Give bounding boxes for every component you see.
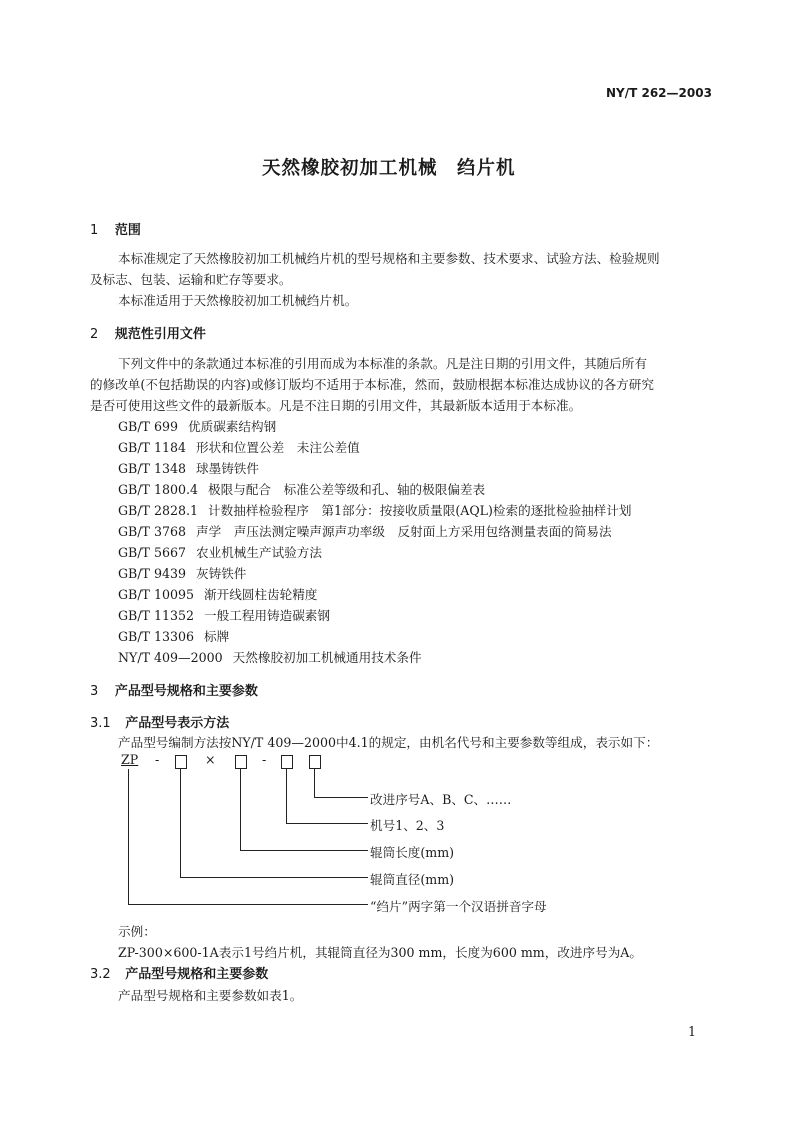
section-3-2-number: 3.2 <box>90 967 111 982</box>
connector-line <box>314 769 315 797</box>
reference-item <box>118 563 246 582</box>
reference-item <box>118 416 276 435</box>
improvement-code-box <box>309 755 321 769</box>
example-label: 示例： <box>118 924 156 939</box>
roll-diameter-box <box>175 755 187 769</box>
reference-item <box>118 479 485 498</box>
reference-title: 球墨铸铁件 <box>196 461 259 476</box>
section-2-intro-3: 是否可使用这些文件的最新版本。凡是不注日期的引用文件，其最新版本适用于本标准。 <box>90 398 582 413</box>
model-dash-1: - <box>155 752 160 767</box>
section-1-title: 范围 <box>114 223 141 238</box>
section-3-2-heading <box>90 963 268 982</box>
reference-code: GB/T 11352 <box>118 608 195 623</box>
section-2-intro-1: 下列文件中的条款通过本标准的引用而成为本标准的条款。凡是注日期的引用文件，其随后所有 <box>118 356 647 371</box>
section-2-number: 2 <box>90 327 99 342</box>
section-1-para-1a: 本标准规定了天然橡胶初加工机械绉片机的型号规格和主要参数、技术要求、试验方法、检验规则 <box>118 251 660 266</box>
section-3-heading <box>90 680 258 699</box>
section-1-number: 1 <box>90 223 99 238</box>
reference-code: GB/T 1348 <box>118 461 187 476</box>
reference-code: GB/T 10095 <box>118 587 195 602</box>
reference-title: 优质碳素结构钢 <box>188 419 277 434</box>
standard-number: NY/T 262—2003 <box>606 86 712 100</box>
reference-title: 天然橡胶初加工机械通用技术条件 <box>232 650 422 665</box>
reference-item <box>118 542 322 561</box>
label-roll-length: 辊筒长度(mm) <box>370 845 455 860</box>
reference-item <box>118 626 229 645</box>
reference-code: GB/T 2828.1 <box>118 503 199 518</box>
connector-line <box>286 769 287 823</box>
reference-title: 声学 声压法测定噪声源声功率级 反射面上方采用包络测量表面的简易法 <box>196 524 612 539</box>
section-3-title: 产品型号规格和主要参数 <box>114 684 258 699</box>
machine-number-box <box>281 755 293 769</box>
label-improvement-code: 改进序号A、B、C、…… <box>370 792 512 807</box>
section-3-number: 3 <box>90 684 99 699</box>
reference-code: GB/T 1800.4 <box>118 482 199 497</box>
reference-item <box>118 437 360 456</box>
section-3-1-number: 3.1 <box>90 716 111 731</box>
reference-item <box>118 647 422 666</box>
reference-item <box>118 458 259 477</box>
section-1-para-2: 本标准适用于天然橡胶初加工机械绉片机。 <box>118 293 358 308</box>
connector-line <box>240 850 368 851</box>
reference-code: GB/T 1184 <box>118 440 187 455</box>
reference-code: GB/T 3768 <box>118 524 187 539</box>
roll-length-box <box>235 755 247 769</box>
section-2-title: 规范性引用文件 <box>114 327 206 342</box>
reference-code: GB/T 9439 <box>118 566 187 581</box>
reference-code: GB/T 13306 <box>118 629 195 644</box>
connector-line <box>286 823 368 824</box>
reference-title: 农业机械生产试验方法 <box>196 545 322 560</box>
label-machine-code: “绉片”两字第一个汉语拼音字母 <box>370 899 547 914</box>
section-3-2-text: 产品型号规格和主要参数如表1。 <box>118 988 303 1003</box>
reference-title: 极限与配合 标准公差等级和孔、轴的极限偏差表 <box>208 482 486 497</box>
reference-item <box>118 605 330 624</box>
connector-line <box>128 904 368 905</box>
example-text: ZP-300×600-1A表示1号绉片机，其辊筒直径为300 mm，长度为600 mm，改进序号为A。 <box>118 945 642 960</box>
connector-line <box>180 877 368 878</box>
section-2-heading <box>90 323 206 342</box>
connector-line <box>240 769 241 850</box>
reference-item <box>118 521 612 540</box>
reference-code: GB/T 5667 <box>118 545 187 560</box>
reference-item <box>118 584 317 603</box>
reference-title: 灰铸铁件 <box>196 566 247 581</box>
label-roll-diameter: 辊筒直径(mm) <box>370 872 455 887</box>
reference-title: 形状和位置公差 未注公差值 <box>196 440 360 455</box>
connector-line <box>128 769 129 904</box>
reference-item <box>118 500 631 519</box>
model-times: × <box>205 752 216 767</box>
reference-title: 计数抽样检验程序 第1部分：按接收质量限(AQL)检索的逐批检验抽样计划 <box>208 503 632 518</box>
reference-title: 一般工程用铸造碳素钢 <box>204 608 330 623</box>
reference-code: NY/T 409—2000 <box>118 650 223 665</box>
section-2-intro-2: 的修改单(不包括勘误的内容)或修订版均不适用于本标准，然而，鼓励根据本标准达成协议的各方研究 <box>90 377 654 392</box>
connector-line <box>314 797 368 798</box>
model-dash-2: - <box>262 752 267 767</box>
section-3-1-heading <box>90 712 229 731</box>
section-3-2-title: 产品型号规格和主要参数 <box>125 967 269 982</box>
reference-title: 渐开线圆柱齿轮精度 <box>204 587 318 602</box>
section-1-para-1b: 及标志、包装、运输和贮存等要求。 <box>90 272 292 287</box>
page-number: 1 <box>688 1024 697 1039</box>
connector-line <box>180 769 181 877</box>
section-3-1-text: 产品型号编制方法按NY/T 409—2000中4.1的规定，由机名代号和主要参数等组成，表示如下： <box>118 735 659 750</box>
section-3-1-title: 产品型号表示方法 <box>125 716 230 731</box>
section-1-heading <box>90 219 141 238</box>
model-prefix: ZP <box>121 752 139 767</box>
label-machine-number: 机号1、2、3 <box>370 818 445 833</box>
reference-title: 标牌 <box>204 629 230 644</box>
document-title: 天然橡胶初加工机械 绉片机 <box>262 158 516 179</box>
reference-code: GB/T 699 <box>118 419 178 434</box>
